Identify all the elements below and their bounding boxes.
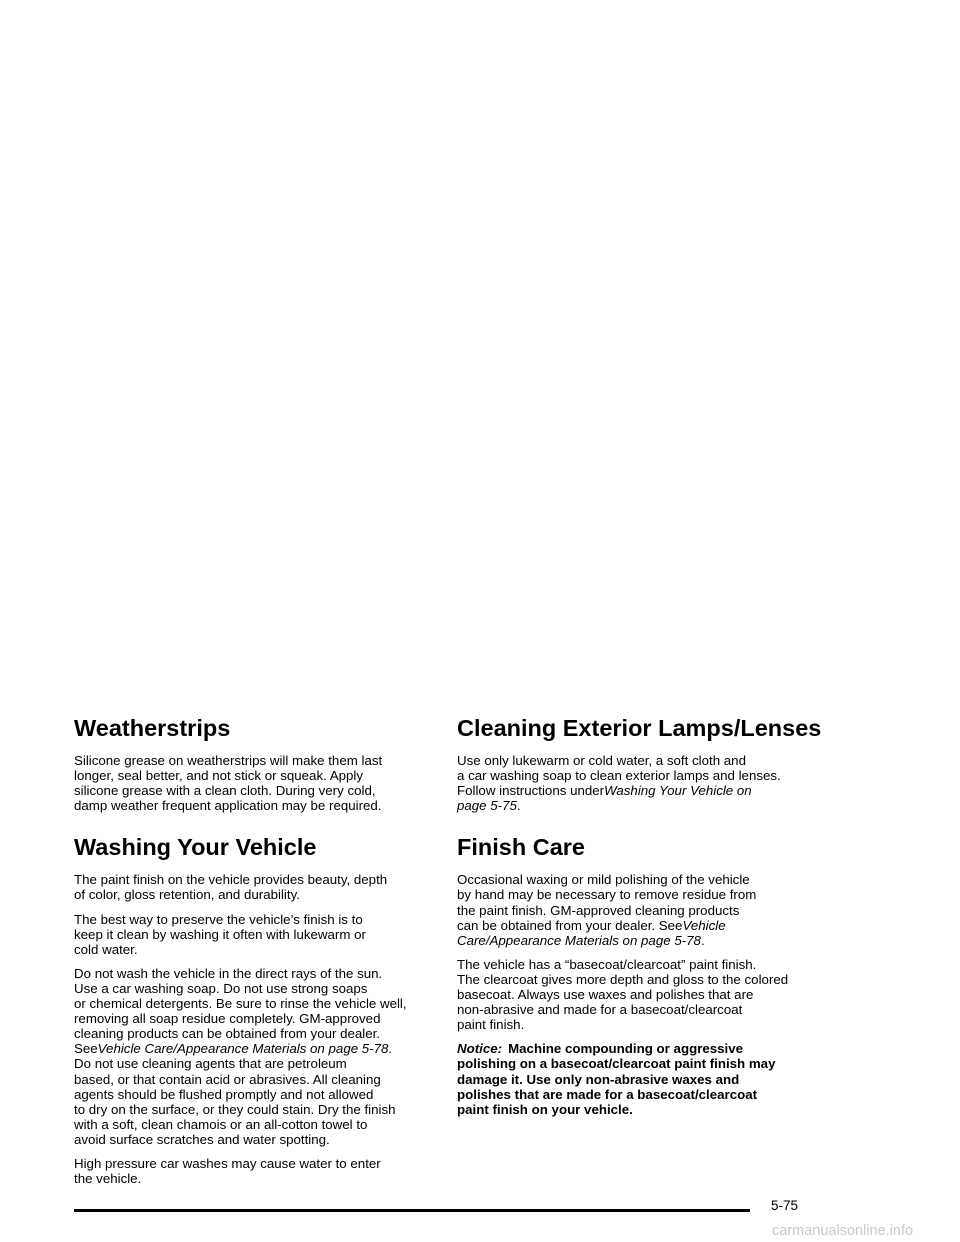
- washing-paragraph-1: [74, 872, 446, 902]
- washing-paragraph-4: [74, 1156, 446, 1186]
- text-line: [457, 798, 829, 813]
- text-line: non-abrasive and made for a basecoat/clearcoat: [457, 1002, 743, 1018]
- text-line: The best way to preserve the vehicle’s finish is to: [74, 911, 363, 927]
- finish-paragraph-2: [457, 957, 829, 1032]
- text-line: Silicone grease on weatherstrips will make them last: [74, 753, 383, 768]
- notice-text: Machine compounding or aggressive: [508, 1041, 744, 1057]
- text-line: silicone grease with a clean cloth. During very cold,: [74, 783, 376, 799]
- period: .: [388, 1041, 393, 1057]
- right-column: [457, 708, 829, 1126]
- text-line: [457, 1041, 829, 1056]
- text-line: longer, seal better, and not stick or squeak. Apply: [74, 768, 364, 784]
- text-line: to dry on the surface, or they could stain. Dry the finish: [74, 1101, 396, 1117]
- text-line: based, or that contain acid or abrasives. All cleaning: [74, 1071, 381, 1087]
- text-line: cold water.: [74, 941, 138, 957]
- finish-care-heading: Finish Care: [457, 834, 585, 861]
- text-line: the vehicle.: [74, 1171, 142, 1187]
- cross-reference-link[interactable]: Washing Your Vehicle on: [604, 783, 752, 799]
- text-line: or chemical detergents. Be sure to rinse the vehicle well,: [74, 996, 407, 1012]
- text-line: avoid surface scratches and water spotting.: [74, 1131, 330, 1147]
- text-line: damp weather frequent application may be required.: [74, 798, 382, 814]
- text-line: a car washing soap to clean exterior lamps and lenses.: [457, 768, 781, 784]
- watermark: carmanualsonline.info: [772, 1223, 914, 1239]
- see-text: See: [74, 1041, 98, 1057]
- text-line: polishes that are made for a basecoat/clearcoat: [457, 1086, 758, 1102]
- notice-paragraph: [457, 1041, 829, 1116]
- text-line: with a soft, clean chamois or an all-cotton towel to: [74, 1116, 368, 1132]
- text-line: agents should be flushed promptly and not allowed: [74, 1086, 374, 1102]
- text-line: removing all soap residue completely. GM-approved: [74, 1011, 381, 1027]
- text-line: damage it. Use only non-abrasive waxes and: [457, 1071, 740, 1087]
- see-text: can be obtained from your dealer. See: [457, 917, 683, 933]
- period: .: [516, 798, 521, 814]
- text-line: paint finish.: [457, 1017, 525, 1033]
- washing-paragraph-3: [74, 966, 446, 1147]
- text-line: polishing on a basecoat/clearcoat paint finish may: [457, 1056, 776, 1072]
- text-line: The vehicle has a “basecoat/clearcoat” paint finish.: [457, 956, 757, 972]
- washing-heading: Washing Your Vehicle: [74, 834, 317, 861]
- text-line: [457, 918, 829, 933]
- text-line: of color, gloss retention, and durability.: [74, 887, 300, 903]
- text-line: Do not use cleaning agents that are petroleum: [74, 1056, 347, 1072]
- text-line: the paint finish. GM-approved cleaning products: [457, 902, 740, 918]
- page-number: 5-75: [771, 1198, 799, 1213]
- text-line: [457, 933, 829, 948]
- text-line: High pressure car washes may cause water to enter: [74, 1155, 381, 1171]
- finish-paragraph-1: [457, 872, 829, 947]
- notice-label: Notice:: [457, 1041, 503, 1057]
- text-line: keep it clean by washing it often with lukewarm or: [74, 926, 366, 942]
- period: .: [700, 932, 705, 948]
- lamps-paragraph: [457, 753, 829, 813]
- text-line: basecoat. Always use waxes and polishes that are: [457, 987, 754, 1003]
- text-line: Use only lukewarm or cold water, a soft cloth and: [457, 753, 746, 768]
- text-line: Occasional waxing or mild polishing of the vehicle: [457, 872, 750, 888]
- text-line: The paint finish on the vehicle provides beauty, depth: [74, 872, 388, 888]
- cross-reference-link[interactable]: Vehicle: [682, 917, 726, 933]
- text-line: by hand may be necessary to remove residue from: [457, 887, 757, 903]
- weatherstrips-paragraph: [74, 753, 446, 813]
- text-line: The clearcoat gives more depth and gloss to the colored: [457, 971, 789, 987]
- cross-reference-link[interactable]: page 5-75: [457, 798, 517, 814]
- text-line: [74, 1041, 446, 1056]
- footer-rule: [74, 1209, 750, 1212]
- text-line: [457, 783, 829, 798]
- weatherstrips-heading: Weatherstrips: [74, 715, 231, 741]
- cross-reference-link[interactable]: Vehicle Care/Appearance Materials on page 5-78: [97, 1041, 389, 1057]
- lamps-heading: Cleaning Exterior Lamps/Lenses: [457, 715, 822, 741]
- text-line: cleaning products can be obtained from your dealer.: [74, 1026, 381, 1042]
- text-line: Do not wash the vehicle in the direct rays of the sun.: [74, 965, 383, 981]
- washing-paragraph-2: [74, 912, 446, 957]
- follow-text: Follow instructions under: [457, 783, 605, 799]
- cross-reference-link[interactable]: Care/Appearance Materials on page 5-78: [457, 932, 701, 948]
- text-line: Use a car washing soap. Do not use strong soaps: [74, 980, 368, 996]
- text-line: paint finish on your vehicle.: [457, 1101, 633, 1117]
- left-column: [74, 708, 446, 1195]
